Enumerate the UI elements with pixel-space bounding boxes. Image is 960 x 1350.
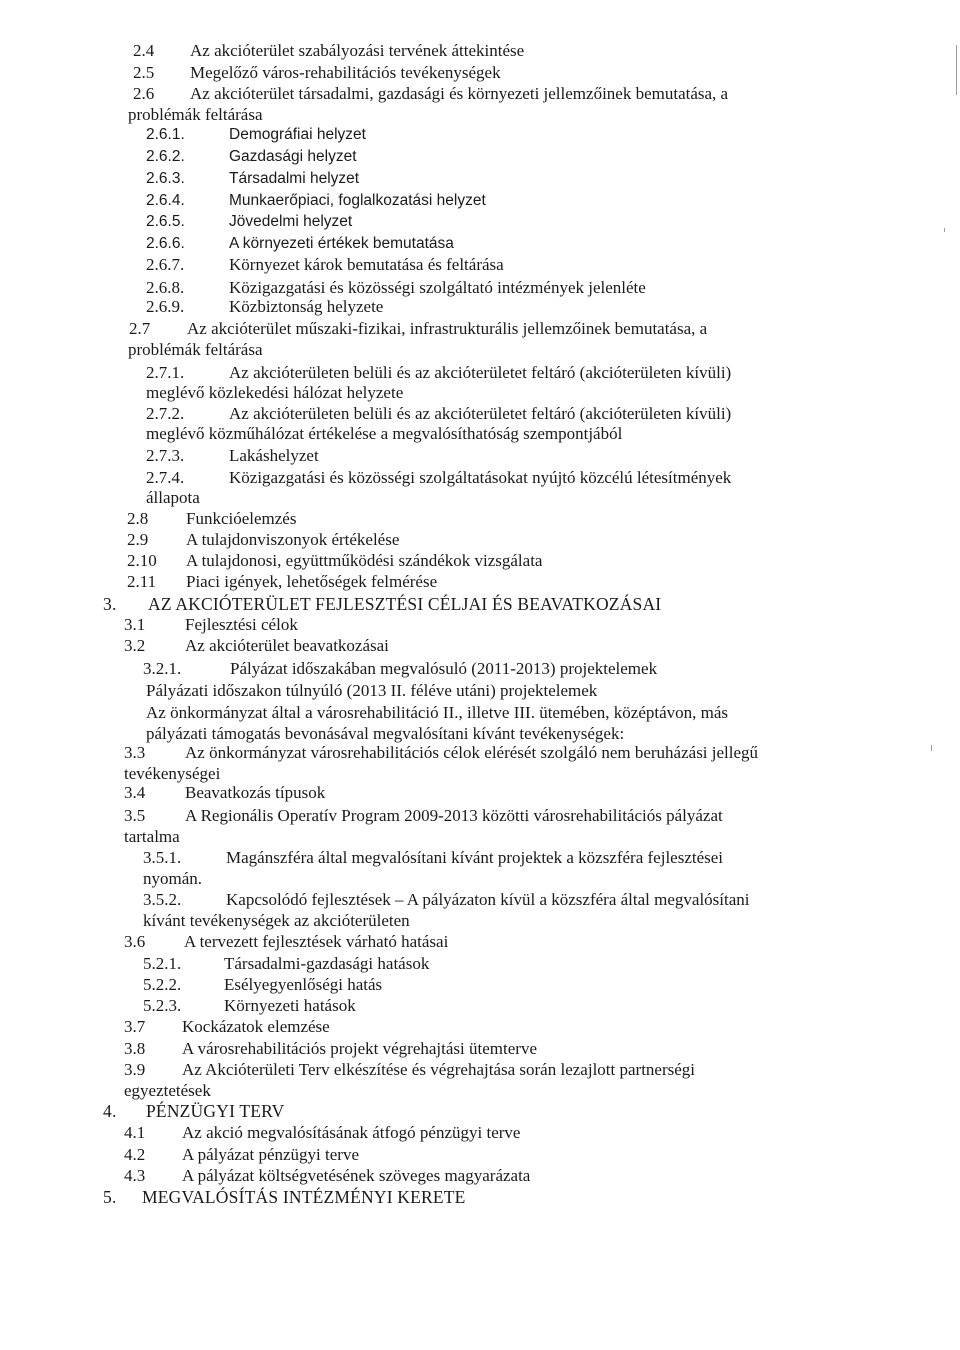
toc-entry-title: Kapcsolódó fejlesztések – A pályázaton kívül a közszféra által megvalósítani [226, 890, 750, 909]
toc-entry [0, 125, 960, 147]
toc-entry-number: 2.6 [133, 84, 155, 103]
toc-entry-title: Az önkormányzat által a városrehabilitáció II., illetve III. ütemében, középtávon, más [146, 703, 729, 722]
toc-entry-number: 2.4 [133, 41, 155, 60]
toc-entry-number: 3.5.1. [143, 848, 182, 867]
toc-entry-title: Közigazgatási és közösségi szolgáltatásokat nyújtó közcélú létesítmények [229, 468, 732, 487]
toc-entry [0, 848, 960, 892]
toc-entry-number: 3.4 [124, 783, 146, 802]
toc-entry [0, 954, 960, 976]
toc-entry-title-continued: egyeztetések [124, 1081, 211, 1100]
toc-entry-number: 3.6 [124, 932, 146, 951]
toc-entry [0, 783, 960, 805]
toc-entry [0, 530, 960, 552]
toc-entry-title-continued: meglévő közműhálózat értékelése a megvalósíthatóság szempontjából [146, 424, 623, 443]
toc-entry-number: 2.6.1. [146, 126, 185, 143]
toc-chapter-number: 3. [103, 594, 117, 614]
toc-entry-number: 2.6.9. [146, 297, 185, 316]
toc-entry [0, 1017, 960, 1039]
toc-entry-number: 2.7.3. [146, 446, 185, 465]
toc-entry [0, 147, 960, 169]
toc-entry-title: Munkaerőpiaci, foglalkozatási helyzet [229, 192, 486, 209]
toc-entry [0, 234, 960, 256]
toc-entry-title: A tulajdonviszonyok értékelése [186, 530, 400, 549]
toc-entry-title: Pályázati időszakon túlnyúló (2013 II. féléve utáni) projektelemek [146, 681, 598, 700]
toc-entry-title-continued: problémák feltárása [128, 340, 263, 359]
toc-entry-title: Társadalmi-gazdasági hatások [224, 954, 430, 973]
toc-entry-number: 3.3 [124, 743, 146, 762]
toc-entry-title: Az akcióterület beavatkozásai [185, 636, 389, 655]
toc-entry-title: A tulajdonosi, együttműködési szándékok vizsgálata [186, 551, 543, 570]
toc-entry-number: 3.2.1. [143, 659, 182, 678]
toc-entry [0, 191, 960, 213]
toc-entry-number: 4.1 [124, 1123, 146, 1142]
toc-entry-number: 2.10 [127, 551, 157, 570]
toc-entry [0, 890, 960, 934]
toc-entry-title: Piaci igények, lehetőségek felmérése [186, 572, 438, 591]
toc-entry [0, 212, 960, 234]
toc-entry [0, 1039, 960, 1061]
toc-entry-title-continued: nyomán. [143, 869, 203, 888]
toc-entry-number: 3.8 [124, 1039, 146, 1058]
toc-entry [0, 932, 960, 954]
toc-entry [0, 996, 960, 1018]
toc-entry-number: 2.5 [133, 63, 155, 82]
toc-entry-number: 2.6.4. [146, 192, 185, 209]
toc-entry-title: Közigazgatási és közösségi szolgáltató intézmények jelenléte [229, 278, 646, 297]
toc-entry-number: 3.1 [124, 615, 146, 634]
toc-chapter-title: AZ AKCIÓTERÜLET FEJLESZTÉSI CÉLJAI ÉS BEAVATKOZÁSAI [148, 594, 662, 614]
toc-entry [0, 41, 960, 63]
toc-entry-title: Az akcióterületen belüli és az akcióterületet feltáró (akcióterületen kívüli) [229, 363, 732, 382]
toc-entry-number: 3.7 [124, 1017, 146, 1036]
toc-chapter-number: 5. [103, 1187, 117, 1207]
toc-entry-title-continued: pályázati támogatás bevonásával megvalósítani kívánt tevékenységek: [146, 724, 625, 743]
toc-entry-number: 2.7.4. [146, 468, 185, 487]
toc-entry-number: 3.9 [124, 1060, 146, 1079]
toc-entry-number: 5.2.2. [143, 975, 182, 994]
toc-entry [0, 1166, 960, 1188]
toc-entry [0, 806, 960, 850]
toc-entry [0, 703, 960, 747]
toc-entry [0, 1060, 960, 1104]
toc-entry-title: A pályázat költségvetésének szöveges magyarázata [182, 1166, 531, 1185]
toc-entry-number: 2.6.6. [146, 235, 185, 252]
toc-entry-title: Kockázatok elemzése [182, 1017, 330, 1036]
toc-entry-title: Az akcióterület szabályozási tervének áttekintése [190, 41, 525, 60]
toc-entry-number: 3.2 [124, 636, 146, 655]
toc-entry [0, 1123, 960, 1145]
toc-entry-number: 2.11 [127, 572, 157, 591]
toc-entry [0, 404, 960, 448]
toc-entry-title-continued: kívánt tevékenységek az akcióterületen [143, 911, 410, 930]
toc-entry-title-continued: tartalma [124, 827, 180, 846]
toc-chapter-number: 4. [103, 1101, 117, 1121]
toc-entry-title: A környezeti értékek bemutatása [229, 235, 454, 252]
toc-entry-number: 2.6.8. [146, 278, 185, 297]
toc-entry [0, 297, 960, 319]
toc-entry-title: Az akcióterület műszaki-fizikai, infrastrukturális jellemzőinek bemutatása, a [187, 319, 708, 338]
toc-chapter-title: PÉNZÜGYI TERV [146, 1101, 285, 1121]
toc-entry-number: 4.3 [124, 1166, 146, 1185]
toc-entry-number: 3.5.2. [143, 890, 182, 909]
toc-entry-number: 2.6.2. [146, 148, 185, 165]
toc-entry-title: A városrehabilitációs projekt végrehajtási ütemterve [182, 1039, 537, 1058]
toc-entry-title: Demográfiai helyzet [229, 126, 366, 143]
toc-entry-number: 5.2.1. [143, 954, 182, 973]
toc-entry-number: 4.2 [124, 1145, 146, 1164]
toc-entry [0, 319, 960, 363]
toc-entry-title: Az akcióterület társadalmi, gazdasági és környezeti jellemzőinek bemutatása, a [190, 84, 729, 103]
toc-entry-number: 2.7 [129, 319, 151, 338]
toc-entry-title: Megelőző város-rehabilitációs tevékenységek [190, 63, 501, 82]
toc-entry-title: A Regionális Operatív Program 2009-2013 közötti városrehabilitációs pályázat [185, 806, 723, 825]
toc-entry-number: 2.6.7. [146, 255, 185, 274]
toc-entry-number: 3.5 [124, 806, 146, 825]
toc-entry-title: Az akció megvalósításának átfogó pénzügyi terve [182, 1123, 521, 1142]
toc-entry-title: Fejlesztési célok [185, 615, 298, 634]
toc-entry-title: Pályázat időszakában megvalósuló (2011-2013) projektelemek [230, 659, 658, 678]
toc-entry [0, 84, 960, 128]
toc-chapter-title: MEGVALÓSÍTÁS INTÉZMÉNYI KERETE [142, 1187, 466, 1207]
toc-entry [0, 636, 960, 658]
toc-entry-title-continued: tevékenységei [124, 764, 221, 783]
toc-entry-title: Jövedelmi helyzet [229, 213, 353, 230]
toc-entry-title: Magánszféra által megvalósítani kívánt projektek a közszféra fejlesztései [226, 848, 724, 867]
toc-entry-title: Közbiztonság helyzete [229, 297, 384, 316]
toc-entry-title: Az önkormányzat városrehabilitációs célok elérését szolgáló nem beruházási jellegű [185, 743, 759, 762]
toc-entry-title: Funkcióelemzés [186, 509, 297, 528]
toc-entry-title: Környezeti hatások [224, 996, 356, 1015]
toc-entry [0, 615, 960, 637]
toc-entry-title: A pályázat pénzügyi terve [182, 1145, 360, 1164]
toc-entry-title: Lakáshelyzet [229, 446, 319, 465]
toc-entry [0, 363, 960, 407]
toc-entry [0, 1145, 960, 1167]
toc-entry-title: Beavatkozás típusok [185, 783, 326, 802]
toc-entry-title-continued: meglévő közlekedési hálózat helyzete [146, 383, 404, 402]
toc-entry [0, 468, 960, 512]
toc-entry [0, 659, 960, 681]
toc-entry [0, 169, 960, 191]
toc-entry-title-continued: állapota [146, 488, 200, 507]
toc-entry-number: 2.6.3. [146, 170, 185, 187]
toc-entry-title: A tervezett fejlesztések várható hatásai [184, 932, 449, 951]
toc-entry-title: Gazdasági helyzet [229, 148, 357, 165]
toc-entry [0, 572, 960, 594]
toc-entry [0, 743, 960, 787]
toc-entry-number: 2.7.2. [146, 404, 185, 423]
toc-entry [0, 509, 960, 531]
toc-entry [0, 975, 960, 997]
toc-chapter [0, 1187, 960, 1209]
toc-entry [0, 63, 960, 85]
toc-entry-title: Az akcióterületen belüli és az akcióterületet feltáró (akcióterületen kívüli) [229, 404, 732, 423]
toc-chapter [0, 1101, 960, 1123]
toc-entry-number: 5.2.3. [143, 996, 182, 1015]
toc-entry-title: Az Akcióterületi Terv elkészítése és végrehajtása során lezajlott partnerségi [182, 1060, 696, 1079]
toc-entry-title: Környezet károk bemutatása és feltárása [229, 255, 504, 274]
toc-entry-number: 2.6.5. [146, 213, 185, 230]
toc-entry [0, 446, 960, 468]
toc-chapter [0, 594, 960, 616]
toc-entry-title-continued: problémák feltárása [128, 105, 263, 124]
toc-entry-number: 2.7.1. [146, 363, 185, 382]
toc-entry-number: 2.8 [127, 509, 149, 528]
toc-entry-title: Társadalmi helyzet [229, 170, 360, 187]
toc-entry [0, 255, 960, 277]
toc-entry [0, 681, 960, 703]
toc-entry-number: 2.9 [127, 530, 149, 549]
toc-entry-title: Esélyegyenlőségi hatás [224, 975, 383, 994]
toc-entry [0, 551, 960, 573]
